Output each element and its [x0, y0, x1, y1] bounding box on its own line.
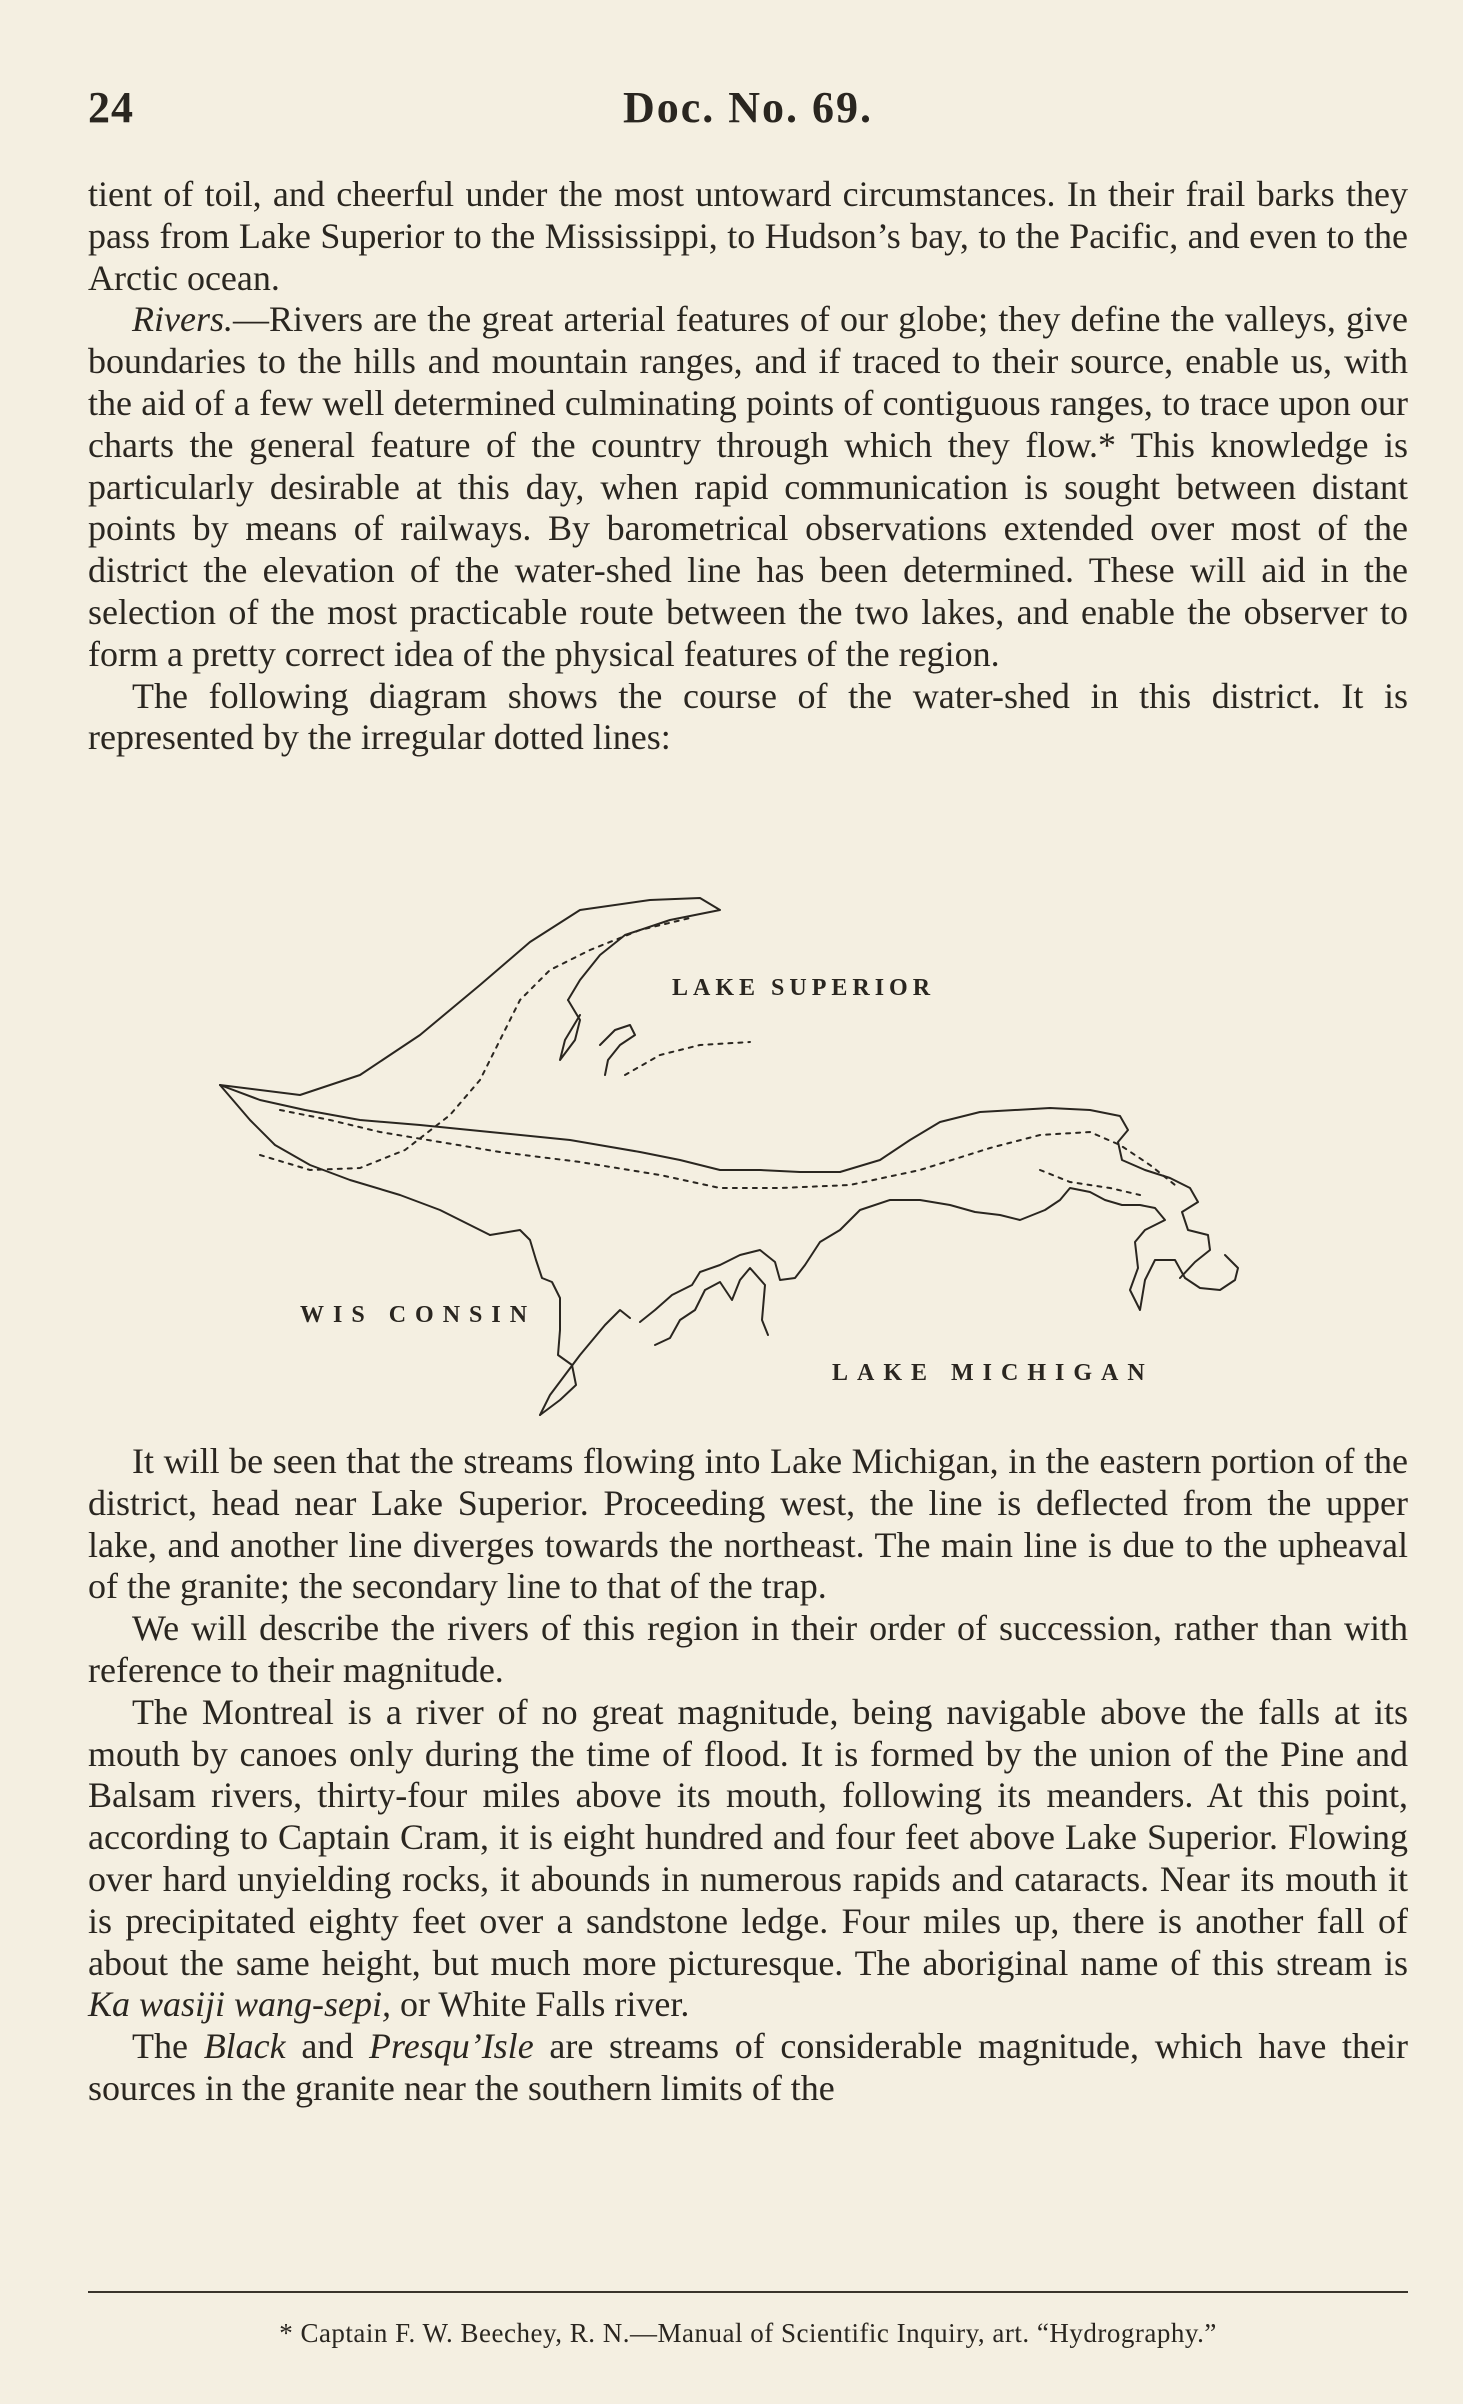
label-wisconsin: WIS CONSIN: [300, 1302, 537, 1328]
text-run: It will be seen that the streams flowing into Lake Michigan, in the eastern portion of the district, head near Lake Superior. Proceeding west, the line is deflected from the upper lake, and another line diverges towards the northeast. The main line is due to the upheaval of the granite; the secondary line to that of the trap.: [88, 1441, 1408, 1607]
body-text-top: [88, 174, 1408, 759]
paragraph: [88, 1441, 1408, 1608]
paragraph: [88, 1692, 1408, 2026]
italic-text: Rivers.: [132, 299, 233, 340]
watershed-line-secondary: [260, 918, 690, 1170]
page-header: [88, 82, 1408, 142]
paragraph: [88, 676, 1408, 760]
text-run: The following diagram shows the course of the water-shed in this district. It is represented by the irregular dotted lines:: [88, 675, 1408, 758]
text-run: or White Falls river.: [391, 1984, 690, 2025]
superior-south-shore: [220, 1085, 840, 1172]
body-text-bottom: [88, 1441, 1408, 2110]
paragraph: [88, 174, 1408, 299]
keweenaw-peninsula: [560, 1000, 580, 1060]
watershed-line-main: [280, 1110, 1175, 1188]
superior-north-shore: [220, 898, 720, 1095]
document-title: Doc. No. 69.: [622, 83, 874, 132]
footnote-divider: [88, 2291, 1408, 2293]
michigan-inlet: [640, 1188, 1238, 1322]
italic-text: Black: [203, 2026, 286, 2067]
michigan-west-shore: [220, 1085, 490, 1235]
watershed-line-branch: [625, 1042, 750, 1075]
michigan-north-shore: [490, 1230, 572, 1365]
label-lake-superior: LAKE SUPERIOR: [672, 975, 936, 1001]
paragraph: [88, 1608, 1408, 1692]
paragraph: [88, 2026, 1408, 2110]
text-run: The: [132, 2026, 204, 2067]
italic-text: Presqu’Isle: [369, 2026, 534, 2067]
text-run: —Rivers are the great arterial features of our globe; they define the valleys, give boundaries to the hills and mountain ranges, and if traced to their source, enable us, with the aid of a few well determined culminating points of contiguous ranges, to trace upon our charts the general feature of the country through which they flow.* This knowledge is particularly desirable at this day, when rapid communication is sought between distant points by means of railways. By barometrical observations extended over most of the district the elevation of the water-shed line has been determined. These will aid in the selection of the most practicable route between the two lakes, and enable the observer to form a pretty correct idea of the physical features of the region.: [88, 299, 1408, 674]
text-run: We will describe the rivers of this region in their order of succession, rather than with reference to their magnitude.: [88, 1608, 1408, 1690]
paragraph: [88, 299, 1408, 675]
michigan-inner-shore: [655, 1268, 768, 1345]
text-run: The Montreal is a river of no great magnitude, being navigable above the falls at its mouth by canoes only during the time of flood. It is formed by the union of the Pine and Balsam rivers, thirty-four miles above its mouth, following its meanders. At this point, according to Captain Cram, it is eight hundred and four feet above Lake Superior. Flowing over hard unyielding rocks, it abounds in numerous rapids and cataracts. Near its mouth it is precipitated eighty feet over a sandstone ledge. Four miles up, there is another fall of about the same height, but much more picturesque. The aboriginal name of this stream is: [88, 1691, 1408, 1983]
text-run: are streams of considerable magnitude, which have their sources in the granite near the southern limits of the: [88, 2026, 1409, 2108]
text-run: tient of toil, and cheerful under the most untoward circumstances. In their frail barks they pass from Lake Superior to the Mississippi, to Hudson’s bay, to the Pacific, and even to the Arctic ocean.: [88, 174, 1408, 298]
keweenaw-point: [600, 1025, 635, 1075]
michigan-lower-shore: [540, 1365, 576, 1415]
page-number: 24: [88, 83, 134, 132]
footnote: * Captain F. W. Beechey, R. N.—Manual of Scientific Inquiry, art. “Hydrography.”: [279, 2318, 1217, 2348]
watershed-map: [60, 870, 1380, 1430]
watershed-diagram: [60, 870, 1380, 1430]
italic-text: Ka wasiji wang-sepi,: [88, 1984, 392, 2025]
superior-east-shore: [840, 1108, 1210, 1278]
label-lake-michigan: LAKE MICHIGAN: [832, 1360, 1154, 1386]
text-run: and: [285, 2026, 370, 2067]
green-bay-shore: [540, 1310, 630, 1415]
